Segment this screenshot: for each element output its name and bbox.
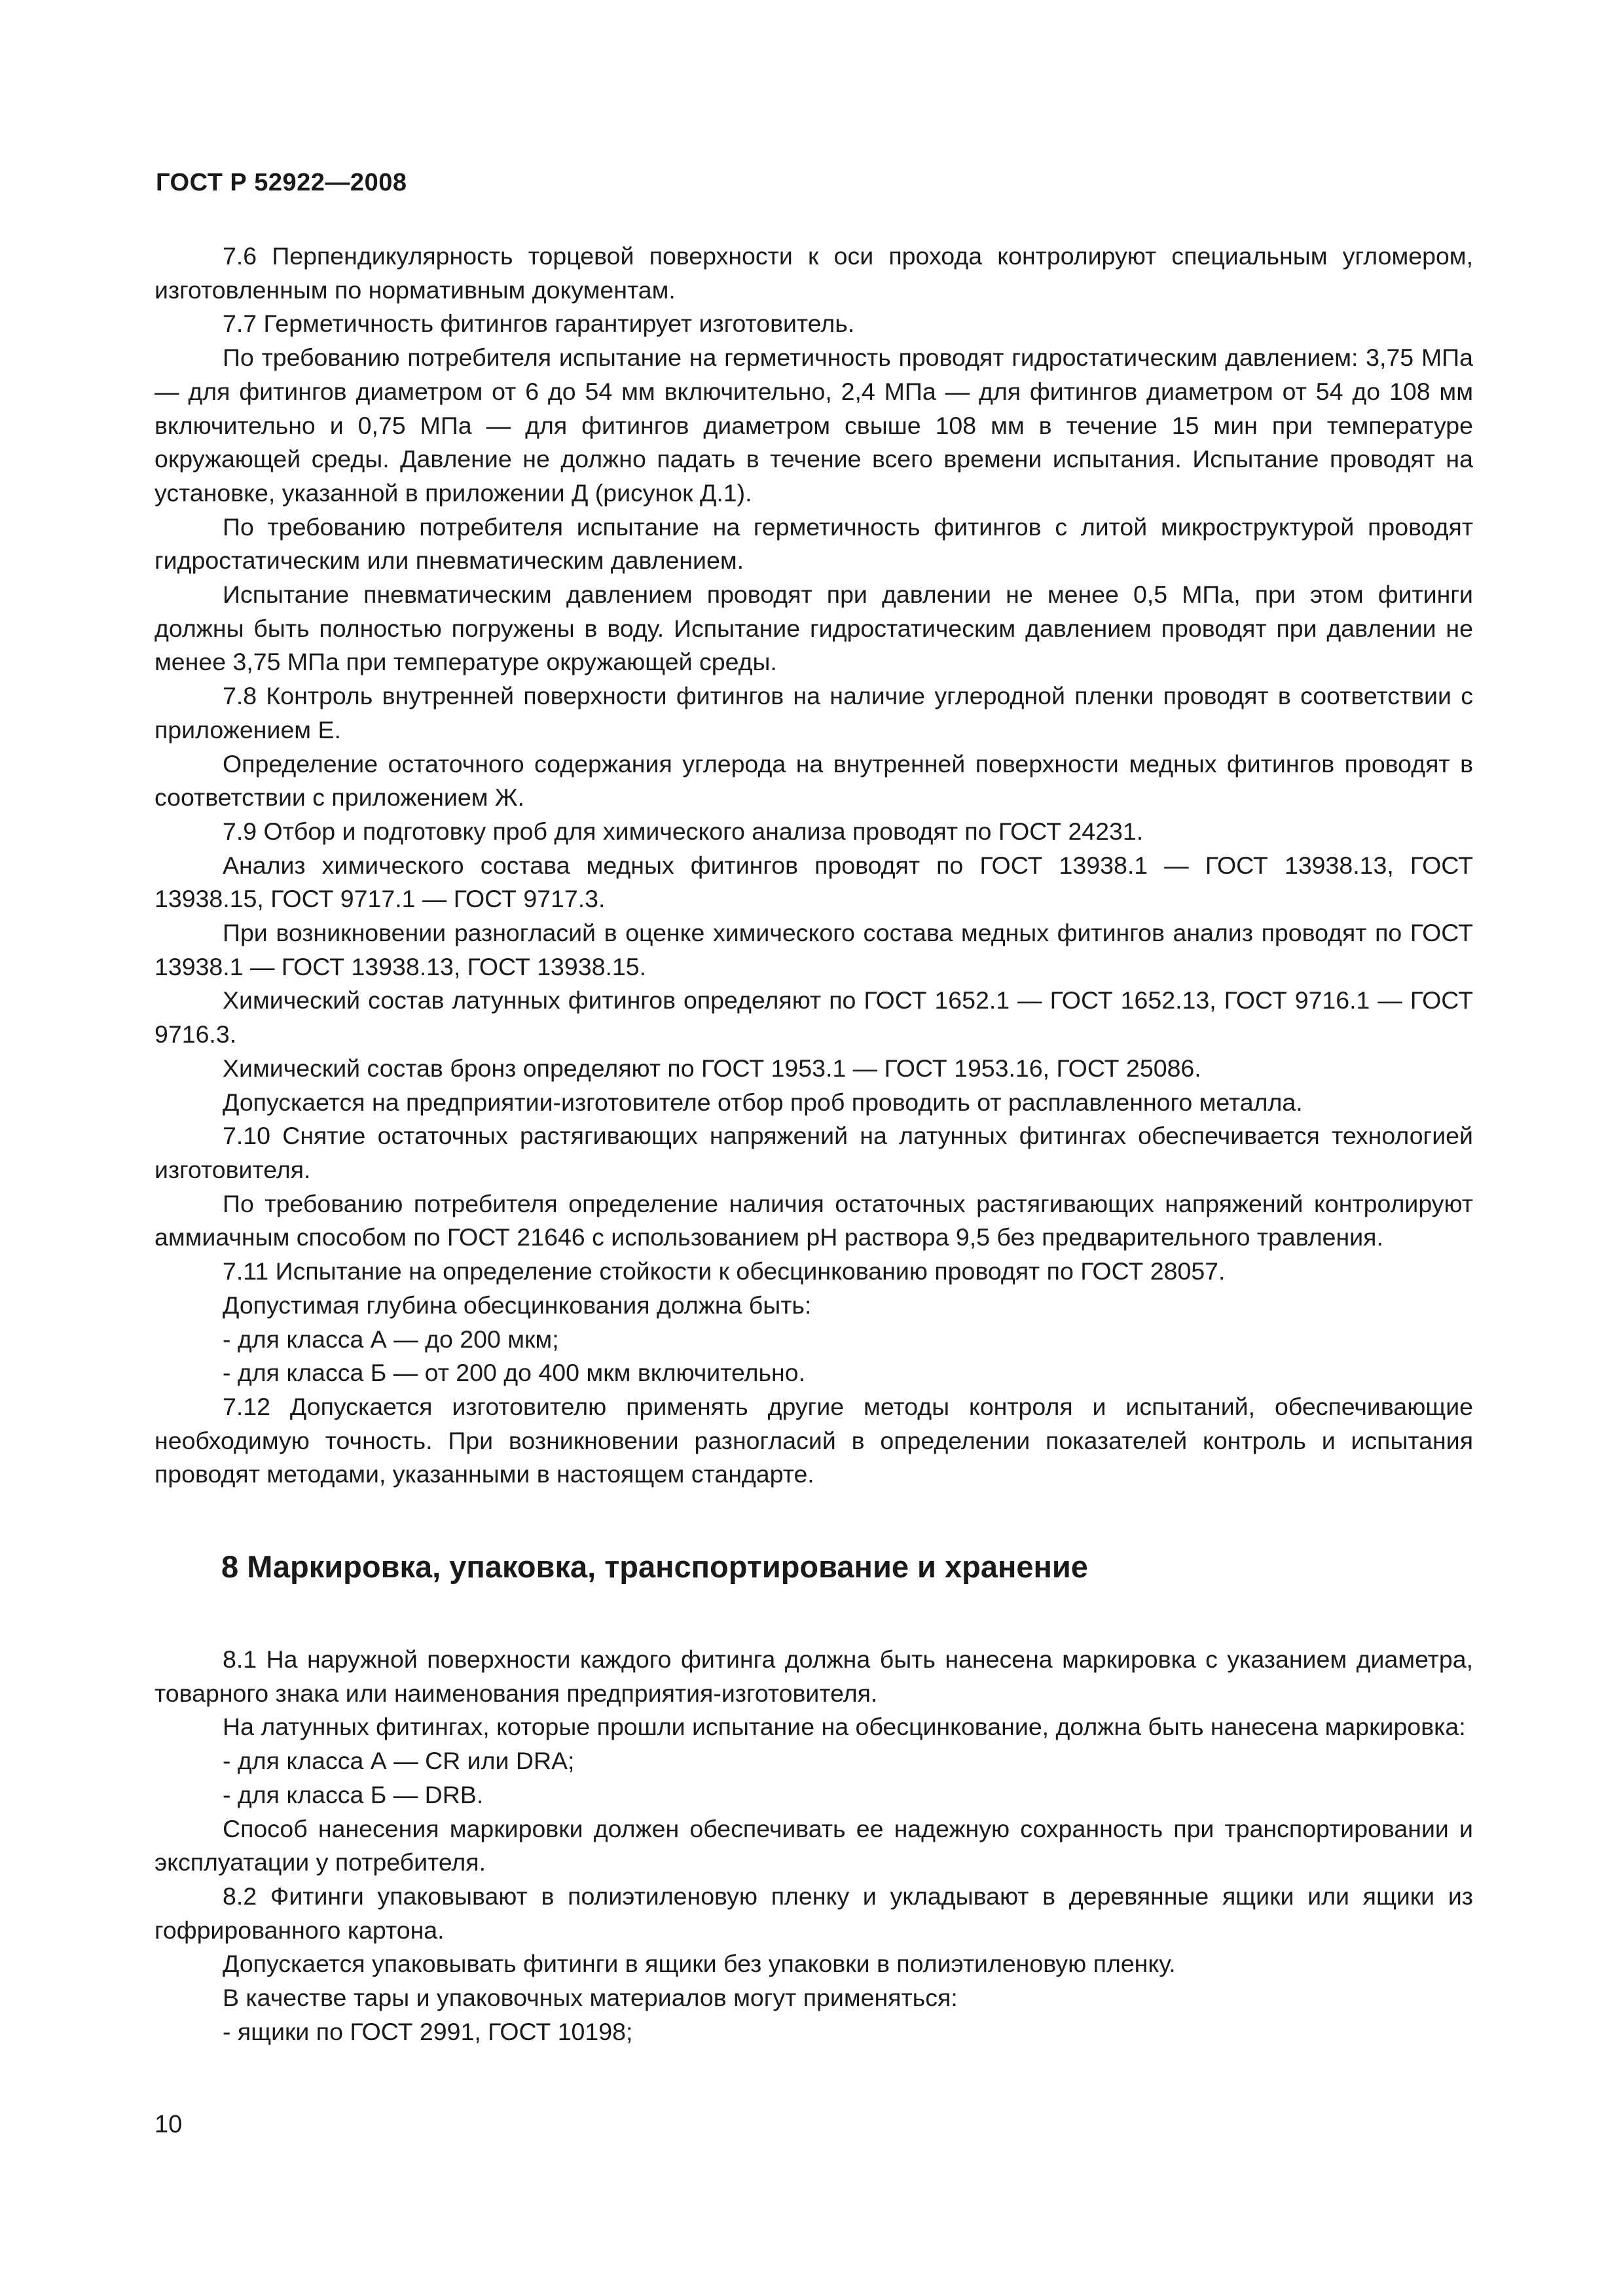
section-8-body [155,1643,1473,2049]
section-8-heading: 8 Маркировка, упаковка, транспортирование и хранение [221,1549,1088,1584]
paragraph: По требованию потребителя испытание на герметичность фитингов с литой микроструктурой проводят гидростатическим или пневматическим давлением. [155,512,1473,575]
paragraph: 8.1 На наружной поверхности каждого фитинга должна быть нанесена маркировка с указанием диаметра, товарного знака или наименования предприятия-изготовителя. [155,1645,1473,1707]
paragraph: 7.9 Отбор и подготовку проб для химического анализа проводят по ГОСТ 24231. [223,817,1144,845]
paragraph: 7.7 Герметичность фитингов гарантирует изготовитель. [223,310,855,338]
paragraph: По требованию потребителя испытание на герметичность проводят гидростатическим давлением: 3,75 МПа — для фитингов диаметром от 6 до 54 мм включительно, 2,4 МПа — для фитингов диаметром от 54 до 108 мм включительно и 0,75 МПа — для фитингов диаметром свыше 108 мм в течение 15 мин при температуре окружающей среды. Давление не должно падать в течение всего времени испытания. Испытание проводят на установке, указанной в приложении Д (рисунок Д.1). [155,344,1473,507]
paragraph: 7.10 Снятие остаточных растягивающих напряжений на латунных фитингах обеспечивается технологией изготовителя. [155,1122,1473,1183]
list-item: - ящики по ГОСТ 2991, ГОСТ 10198; [223,2017,633,2045]
paragraph: По требованию потребителя определение наличия остаточных растягивающих напряжений контролируют аммиачным способом по ГОСТ 21646 с использованием pH раствора 9,5 без предварительного травления. [155,1189,1473,1251]
paragraph: 7.11 Испытание на определение стойкости к обесцинкованию проводят по ГОСТ 28057. [223,1257,1226,1285]
paragraph: Химический состав бронз определяют по ГОСТ 1953.1 — ГОСТ 1953.16, ГОСТ 25086. [223,1054,1201,1082]
paragraph: В качестве тары и упаковочных материалов могут применяться: [223,1984,958,2012]
paragraph: Допускается на предприятии-изготовителе отбор проб проводить от расплавленного металла. [223,1088,1303,1116]
list-item: - для класса Б — от 200 до 400 мкм включительно. [223,1359,806,1387]
paragraph: Способ нанесения маркировки должен обеспечивать ее надежную сохранность при транспортировании и эксплуатации у потребителя. [155,1814,1473,1876]
paragraph: 7.8 Контроль внутренней поверхности фитингов на наличие углеродной пленки проводят в соответствии с приложением Е. [155,682,1473,744]
paragraph: Допускается упаковывать фитинги в ящики без упаковки в полиэтиленовую пленку. [223,1950,1176,1978]
list-item: - для класса А — до 200 мкм; [223,1325,559,1353]
paragraph: 8.2 Фитинги упаковывают в полиэтиленовую пленку и укладывают в деревянные ящики или ящики из гофрированного картона. [155,1882,1473,1944]
paragraph: Химический состав латунных фитингов определяют по ГОСТ 1652.1 — ГОСТ 1652.13, ГОСТ 9716.1 — ГОСТ 9716.3. [155,986,1473,1049]
paragraph: При возникновении разногласий в оценке химического состава медных фитингов анализ проводят по ГОСТ 13938.1 — ГОСТ 13938.13, ГОСТ 13938.15. [155,919,1473,980]
section-7-body [155,240,1473,1492]
document-header: ГОСТ Р 52922—2008 [156,169,407,196]
paragraph: Испытание пневматическим давлением проводят при давлении не менее 0,5 МПа, при этом фитинги должны быть полностью погружены в воду. Испытание гидростатическим давлением проводят при давлении не менее 3,75 МПа при температуре окружающей среды. [155,581,1473,676]
page-number: 10 [155,2111,183,2138]
list-item: - для класса Б — DRB. [223,1780,484,1808]
paragraph: Анализ химического состава медных фитингов проводят по ГОСТ 13938.1 — ГОСТ 13938.13, ГОСТ 13938.15, ГОСТ 9717.1 — ГОСТ 9717.3. [155,851,1473,913]
paragraph: Допустимая глубина обесцинкования должна быть: [223,1291,812,1319]
paragraph: 7.6 Перпендикулярность торцевой поверхности к оси прохода контролируют специальным угломером, изготовленным по нормативным документам. [155,242,1473,304]
list-item: - для класса А — CR или DRA; [223,1747,575,1775]
paragraph: Определение остаточного содержания углерода на внутренней поверхности медных фитингов проводят в соответствии с приложением Ж. [155,749,1473,812]
paragraph: На латунных фитингах, которые прошли испытание на обесцинкование, должна быть нанесена маркировка: [223,1713,1466,1741]
paragraph: 7.12 Допускается изготовителю применять другие методы контроля и испытаний, обеспечивающие необходимую точность. При возникновении разногласий в определении показателей контроль и испытания проводят методами, указанными в настоящем стандарте. [155,1392,1473,1488]
